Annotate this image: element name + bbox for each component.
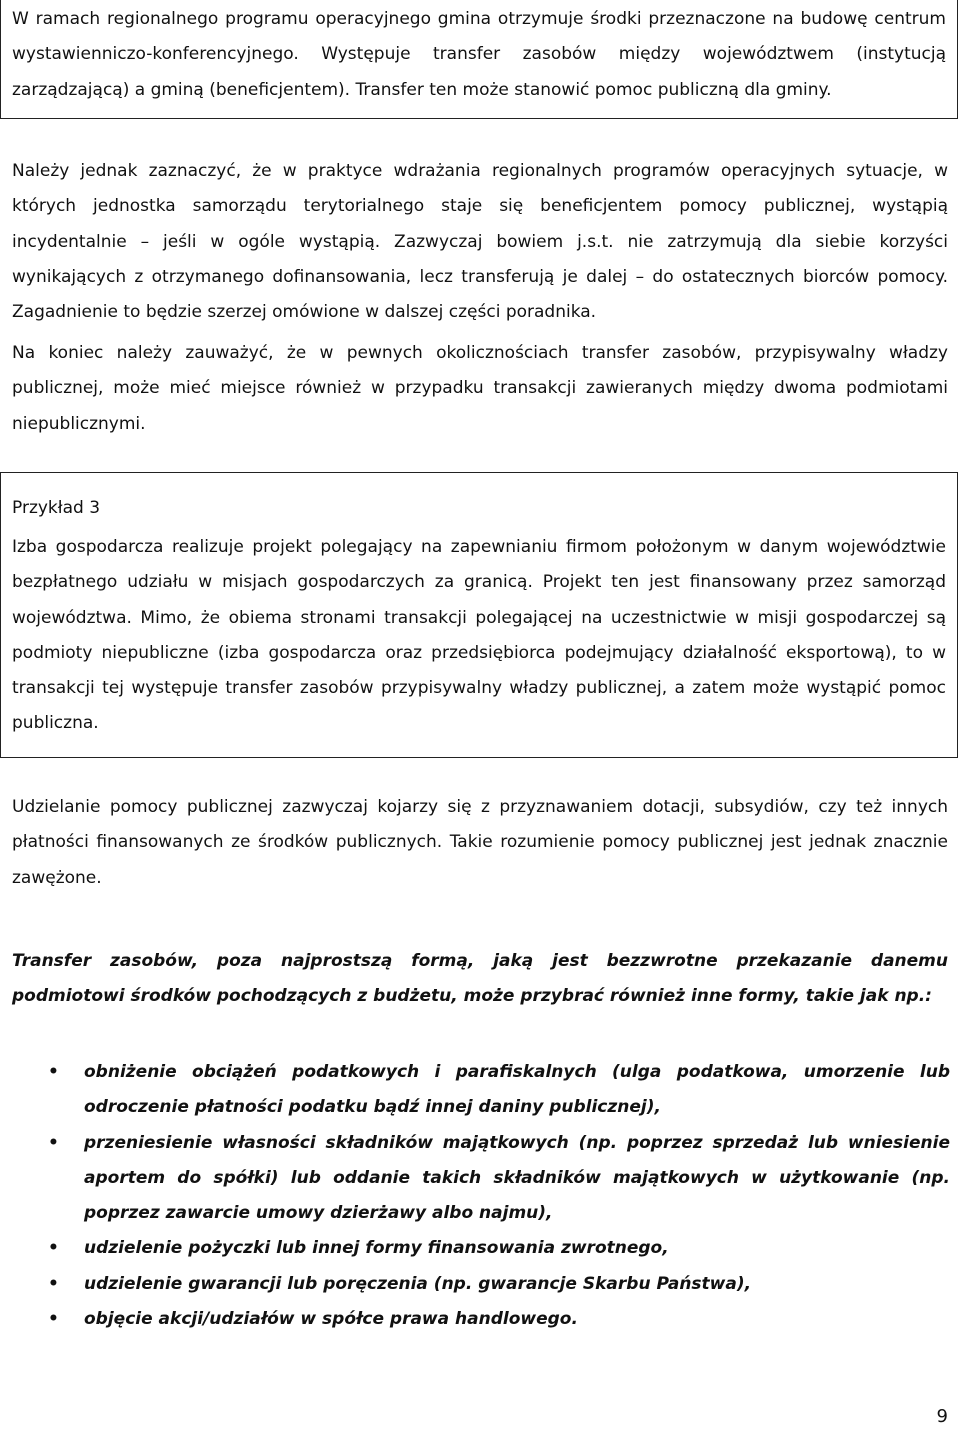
bullet-icon: •	[48, 1273, 59, 1294]
paragraph-transfer-forms: Transfer zasobów, poza najprostszą formą, jaką jest bezzwrotne przekazanie danemu podmiotowi środków pochodzących z budżetu, może przybrać również inne formy, takie jak np.:	[12, 951, 948, 1007]
example-box	[0, 472, 958, 758]
paragraph-aid-definition: Udzielanie pomocy publicznej zazwyczaj kojarzy się z przyznawaniem dotacji, subsydiów, czy też innych płatności finansowanych ze środków publicznych. Takie rozumienie pomocy publicznej jest jednak znacznie zawężone.	[12, 797, 948, 888]
list-item: • udzielenie pożyczki lub innej formy finansowania zwrotnego,	[0, 1231, 950, 1266]
intro-box-text: W ramach regionalnego programu operacyjnego gmina otrzymuje środki przeznaczone na budowę centrum wystawienniczo-konferencyjnego. Występuje transfer zasobów między województwem (instytucją zarządzającą) a gminą (beneficjentem). Transfer ten może stanowić pomoc publiczną dla gminy.	[12, 9, 946, 100]
list-item: • obniżenie obciążeń podatkowych i parafiskalnych (ulga podatkowa, umorzenie lub odroczenie płatności podatku bądź innej daniny publicznej),	[0, 1055, 950, 1126]
paragraph-practice: Należy jednak zaznaczyć, że w praktyce wdrażania regionalnych programów operacyjnych sytuacje, w których jednostka samorządu terytorialnego staje się beneficjentem pomocy publicznej, wystąpią incydentalnie – jeśli w ogóle wystąpią. Zazwyczaj bowiem j.s.t. nie zatrzymują dla siebie korzyści wynikających z otrzymanego dofinansowania, lecz transferują je dalej – do ostatecznych biorców pomocy. Zagadnienie to będzie szerzej omówione w dalszej części poradnika.	[12, 161, 948, 323]
example-text: Izba gospodarcza realizuje projekt polegający na zapewnianiu firmom położonym w danym województwie bezpłatnego udziału w misjach gospodarczych za granicą. Projekt ten jest finansowany przez samorząd województwa. Mimo, że obiema stronami transakcji polegającej na uczestnictwie w misji gospodarczej są podmioty niepubliczne (izba gospodarcza oraz przedsiębiorca podejmujący działalność eksportową), to w transakcji tej występuje transfer zasobów przypisywalny władzy publicznej, a zatem może wystąpić pomoc publiczna.	[12, 537, 946, 734]
bullet-icon: •	[48, 1309, 59, 1330]
paragraph-conclusion: Na koniec należy zauważyć, że w pewnych okolicznościach transfer zasobów, przypisywalny władzy publicznej, może mieć miejsce również w przypadku transakcji zawieranych między dwoma podmiotami niepublicznymi.	[12, 343, 948, 434]
bullet-icon: •	[48, 1132, 59, 1153]
page-number: 9	[936, 1406, 948, 1427]
intro-box	[0, 0, 958, 119]
list-item: • objęcie akcji/udziałów w spółce prawa handlowego.	[0, 1302, 950, 1337]
example-title: Przykład 3	[12, 498, 101, 518]
bullet-icon: •	[48, 1062, 59, 1082]
list-item: • przeniesienie własności składników majątkowych (np. poprzez sprzedaż lub wniesienie aportem do spółki) lub oddanie takich składników majątkowych w użytkowanie (np. poprzez zawarcie umowy dzierżawy albo najmu),	[0, 1126, 950, 1232]
transfer-forms-list	[0, 1055, 950, 1337]
list-item: • udzielenie gwarancji lub poręczenia (np. gwarancje Skarbu Państwa),	[0, 1267, 950, 1302]
bullet-icon: •	[48, 1238, 59, 1259]
